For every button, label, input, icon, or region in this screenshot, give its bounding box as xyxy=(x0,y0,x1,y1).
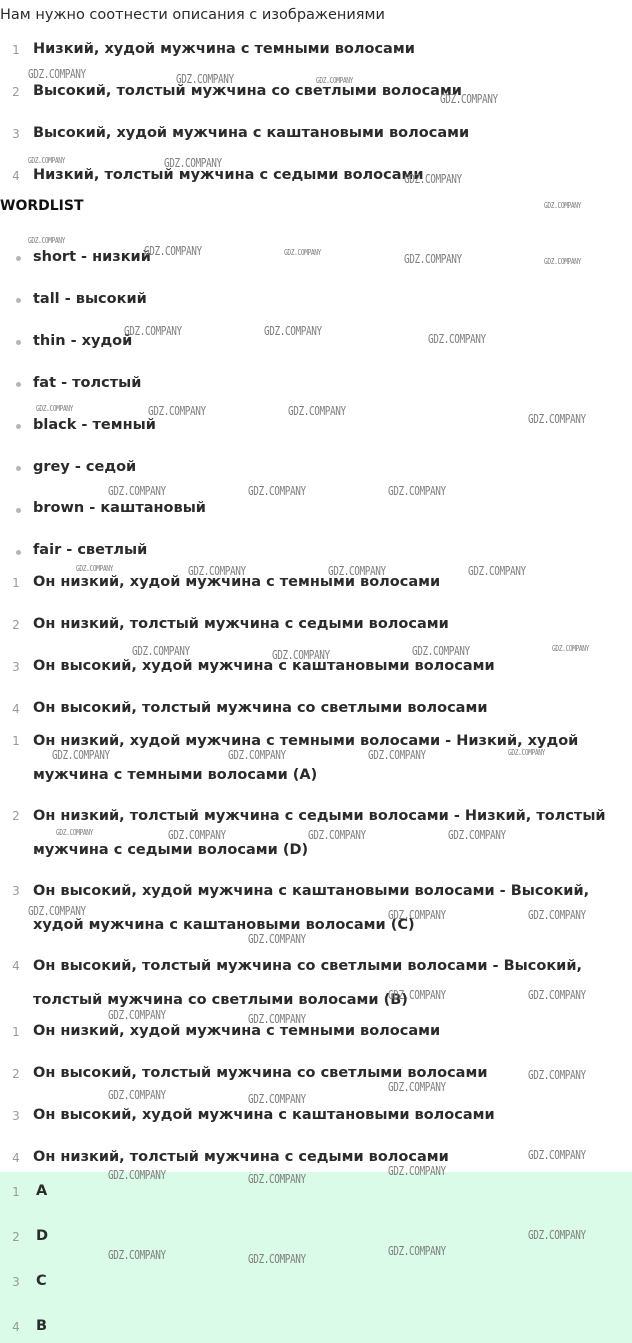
watermark: GDZ.COMPANY xyxy=(144,244,202,258)
watermark: GDZ.COMPANY xyxy=(52,748,110,762)
list-item: Он низкий, худой мужчина с темными волосами xyxy=(33,1023,441,1039)
list-item-number: 2 xyxy=(12,1067,20,1081)
bullet-icon xyxy=(16,508,21,513)
watermark: GDZ.COMPANY xyxy=(544,201,582,210)
watermark: GDZ.COMPANY xyxy=(328,564,386,578)
watermark: GDZ.COMPANY xyxy=(544,257,582,266)
watermark: GDZ.COMPANY xyxy=(168,828,226,842)
list-item-number: 1 xyxy=(12,576,20,590)
watermark: GDZ.COMPANY xyxy=(248,1012,306,1026)
list-item: Он низкий, толстый мужчина с седыми волосами xyxy=(33,616,449,632)
list-item: Он высокий, худой мужчина с каштановыми волосами xyxy=(33,1107,495,1123)
watermark: GDZ.COMPANY xyxy=(36,404,74,413)
list-item: Низкий, худой мужчина с темными волосами xyxy=(33,41,415,57)
watermark: GDZ.COMPANY xyxy=(272,648,330,662)
answer-number: 4 xyxy=(12,1320,20,1334)
watermark: GDZ.COMPANY xyxy=(404,252,462,266)
list-item: Он высокий, толстый мужчина со светлыми волосами - Высокий, толстый мужчина со светлыми волосами (B) xyxy=(33,958,582,1008)
list-item: Он высокий, худой мужчина с каштановыми волосами - Высокий, худой мужчина с каштановыми волосами (C) xyxy=(33,883,590,933)
watermark: GDZ.COMPANY xyxy=(552,644,590,653)
watermark: GDZ.COMPANY xyxy=(28,904,86,918)
watermark: GDZ.COMPANY xyxy=(528,1068,586,1082)
watermark: GDZ.COMPANY xyxy=(28,156,66,165)
answer-letter: A xyxy=(36,1183,48,1199)
wordlist-item: thin - худой xyxy=(33,333,133,349)
watermark: GDZ.COMPANY xyxy=(264,324,322,338)
watermark: GDZ.COMPANY xyxy=(56,828,94,837)
list-item: Высокий, толстый мужчина со светлыми волосами xyxy=(33,83,462,99)
list-item: Он низкий, худой мужчина с темными волосами - Низкий, худой мужчина с темными волосами (A) xyxy=(33,733,579,783)
watermark: GDZ.COMPANY xyxy=(108,1008,166,1022)
list-item-number: 4 xyxy=(12,1151,20,1165)
answer-number: 1 xyxy=(12,1185,20,1199)
watermark: GDZ.COMPANY xyxy=(76,564,114,573)
answer-number: 2 xyxy=(12,1230,20,1244)
watermark: GDZ.COMPANY xyxy=(188,564,246,578)
watermark: GDZ.COMPANY xyxy=(248,484,306,498)
bullet-icon xyxy=(16,298,21,303)
watermark: GDZ.COMPANY xyxy=(308,828,366,842)
watermark: GDZ.COMPANY xyxy=(248,932,306,946)
watermark: GDZ.COMPANY xyxy=(404,172,462,186)
watermark: GDZ.COMPANY xyxy=(440,92,498,106)
list-item: Низкий, толстый мужчина с седыми волосами xyxy=(33,167,424,183)
list-item: Он низкий, худой мужчина с темными волосами xyxy=(33,574,441,590)
watermark: GDZ.COMPANY xyxy=(528,1148,586,1162)
answer-letter: D xyxy=(36,1228,49,1244)
watermark: GDZ.COMPANY xyxy=(124,324,182,338)
list-item: Высокий, худой мужчина с каштановыми волосами xyxy=(33,125,470,141)
bullet-icon xyxy=(16,466,21,471)
watermark: GDZ.COMPANY xyxy=(388,1164,446,1178)
watermark: GDZ.COMPANY xyxy=(148,404,206,418)
wordlist-item: grey - седой xyxy=(33,459,137,475)
watermark: GDZ.COMPANY xyxy=(368,748,426,762)
wordlist-item: short - низкий xyxy=(33,249,151,265)
bullet-icon xyxy=(16,340,21,345)
list-item-number: 4 xyxy=(12,959,20,973)
list-item-number: 1 xyxy=(12,43,20,57)
list-item: Он низкий, толстый мужчина с седыми волосами xyxy=(33,1149,449,1165)
watermark: GDZ.COMPANY xyxy=(448,828,506,842)
bullet-icon xyxy=(16,550,21,555)
answer-number: 3 xyxy=(12,1275,20,1289)
list-item-number: 3 xyxy=(12,127,20,141)
watermark: GDZ.COMPANY xyxy=(108,484,166,498)
watermark: GDZ.COMPANY xyxy=(28,67,86,81)
watermark: GDZ.COMPANY xyxy=(388,484,446,498)
watermark: GDZ.COMPANY xyxy=(248,1172,306,1186)
watermark: GDZ.COMPANY xyxy=(528,412,586,426)
watermark: GDZ.COMPANY xyxy=(388,1244,446,1258)
list-item-number: 3 xyxy=(12,884,20,898)
wordlist-item: brown - каштановый xyxy=(33,500,206,516)
watermark: GDZ.COMPANY xyxy=(108,1088,166,1102)
watermark: GDZ.COMPANY xyxy=(388,908,446,922)
wordlist-item: fair - светлый xyxy=(33,542,148,558)
list-item: Он высокий, толстый мужчина со светлыми волосами xyxy=(33,1065,488,1081)
watermark: GDZ.COMPANY xyxy=(528,988,586,1002)
list-item-number: 4 xyxy=(12,169,20,183)
watermark: GDZ.COMPANY xyxy=(388,1080,446,1094)
list-item-number: 1 xyxy=(12,1025,20,1039)
list-item-number: 2 xyxy=(12,618,20,632)
watermark: GDZ.COMPANY xyxy=(528,1228,586,1242)
intro-text: Нам нужно соотнести описания с изображениями xyxy=(0,7,385,23)
bullet-icon xyxy=(16,382,21,387)
bullet-icon xyxy=(16,424,21,429)
wordlist-item: fat - толстый xyxy=(33,375,142,391)
list-item-number: 1 xyxy=(12,734,20,748)
list-item: Он высокий, худой мужчина с каштановыми волосами xyxy=(33,658,495,674)
watermark: GDZ.COMPANY xyxy=(248,1092,306,1106)
bullet-icon xyxy=(16,256,21,261)
list-item-number: 3 xyxy=(12,1109,20,1123)
answers-block xyxy=(0,1172,632,1343)
wordlist-item: black - темный xyxy=(33,417,156,433)
watermark: GDZ.COMPANY xyxy=(284,248,322,257)
watermark: GDZ.COMPANY xyxy=(388,988,446,1002)
answer-letter: B xyxy=(36,1318,48,1334)
wordlist-heading: WORDLIST xyxy=(0,198,84,214)
list-item-number: 4 xyxy=(12,702,20,716)
watermark: GDZ.COMPANY xyxy=(176,72,234,86)
wordlist-item: tall - высокий xyxy=(33,291,147,307)
watermark: GDZ.COMPANY xyxy=(468,564,526,578)
list-item-number: 3 xyxy=(12,660,20,674)
watermark: GDZ.COMPANY xyxy=(508,748,546,757)
list-item-number: 2 xyxy=(12,85,20,99)
answer-letter: C xyxy=(36,1273,47,1289)
watermark: GDZ.COMPANY xyxy=(108,1248,166,1262)
watermark: GDZ.COMPANY xyxy=(164,156,222,170)
watermark: GDZ.COMPANY xyxy=(428,332,486,346)
watermark: GDZ.COMPANY xyxy=(228,748,286,762)
watermark: GDZ.COMPANY xyxy=(412,644,470,658)
watermark: GDZ.COMPANY xyxy=(132,644,190,658)
list-item: Он низкий, толстый мужчина с седыми волосами - Низкий, толстый мужчина с седыми волосами (D) xyxy=(33,808,606,858)
watermark: GDZ.COMPANY xyxy=(108,1168,166,1182)
list-item: Он высокий, толстый мужчина со светлыми волосами xyxy=(33,700,488,716)
watermark: GDZ.COMPANY xyxy=(528,908,586,922)
list-item-number: 2 xyxy=(12,809,20,823)
watermark: GDZ.COMPANY xyxy=(248,1252,306,1266)
watermark: GDZ.COMPANY xyxy=(28,236,66,245)
watermark: GDZ.COMPANY xyxy=(316,76,354,85)
watermark: GDZ.COMPANY xyxy=(288,404,346,418)
